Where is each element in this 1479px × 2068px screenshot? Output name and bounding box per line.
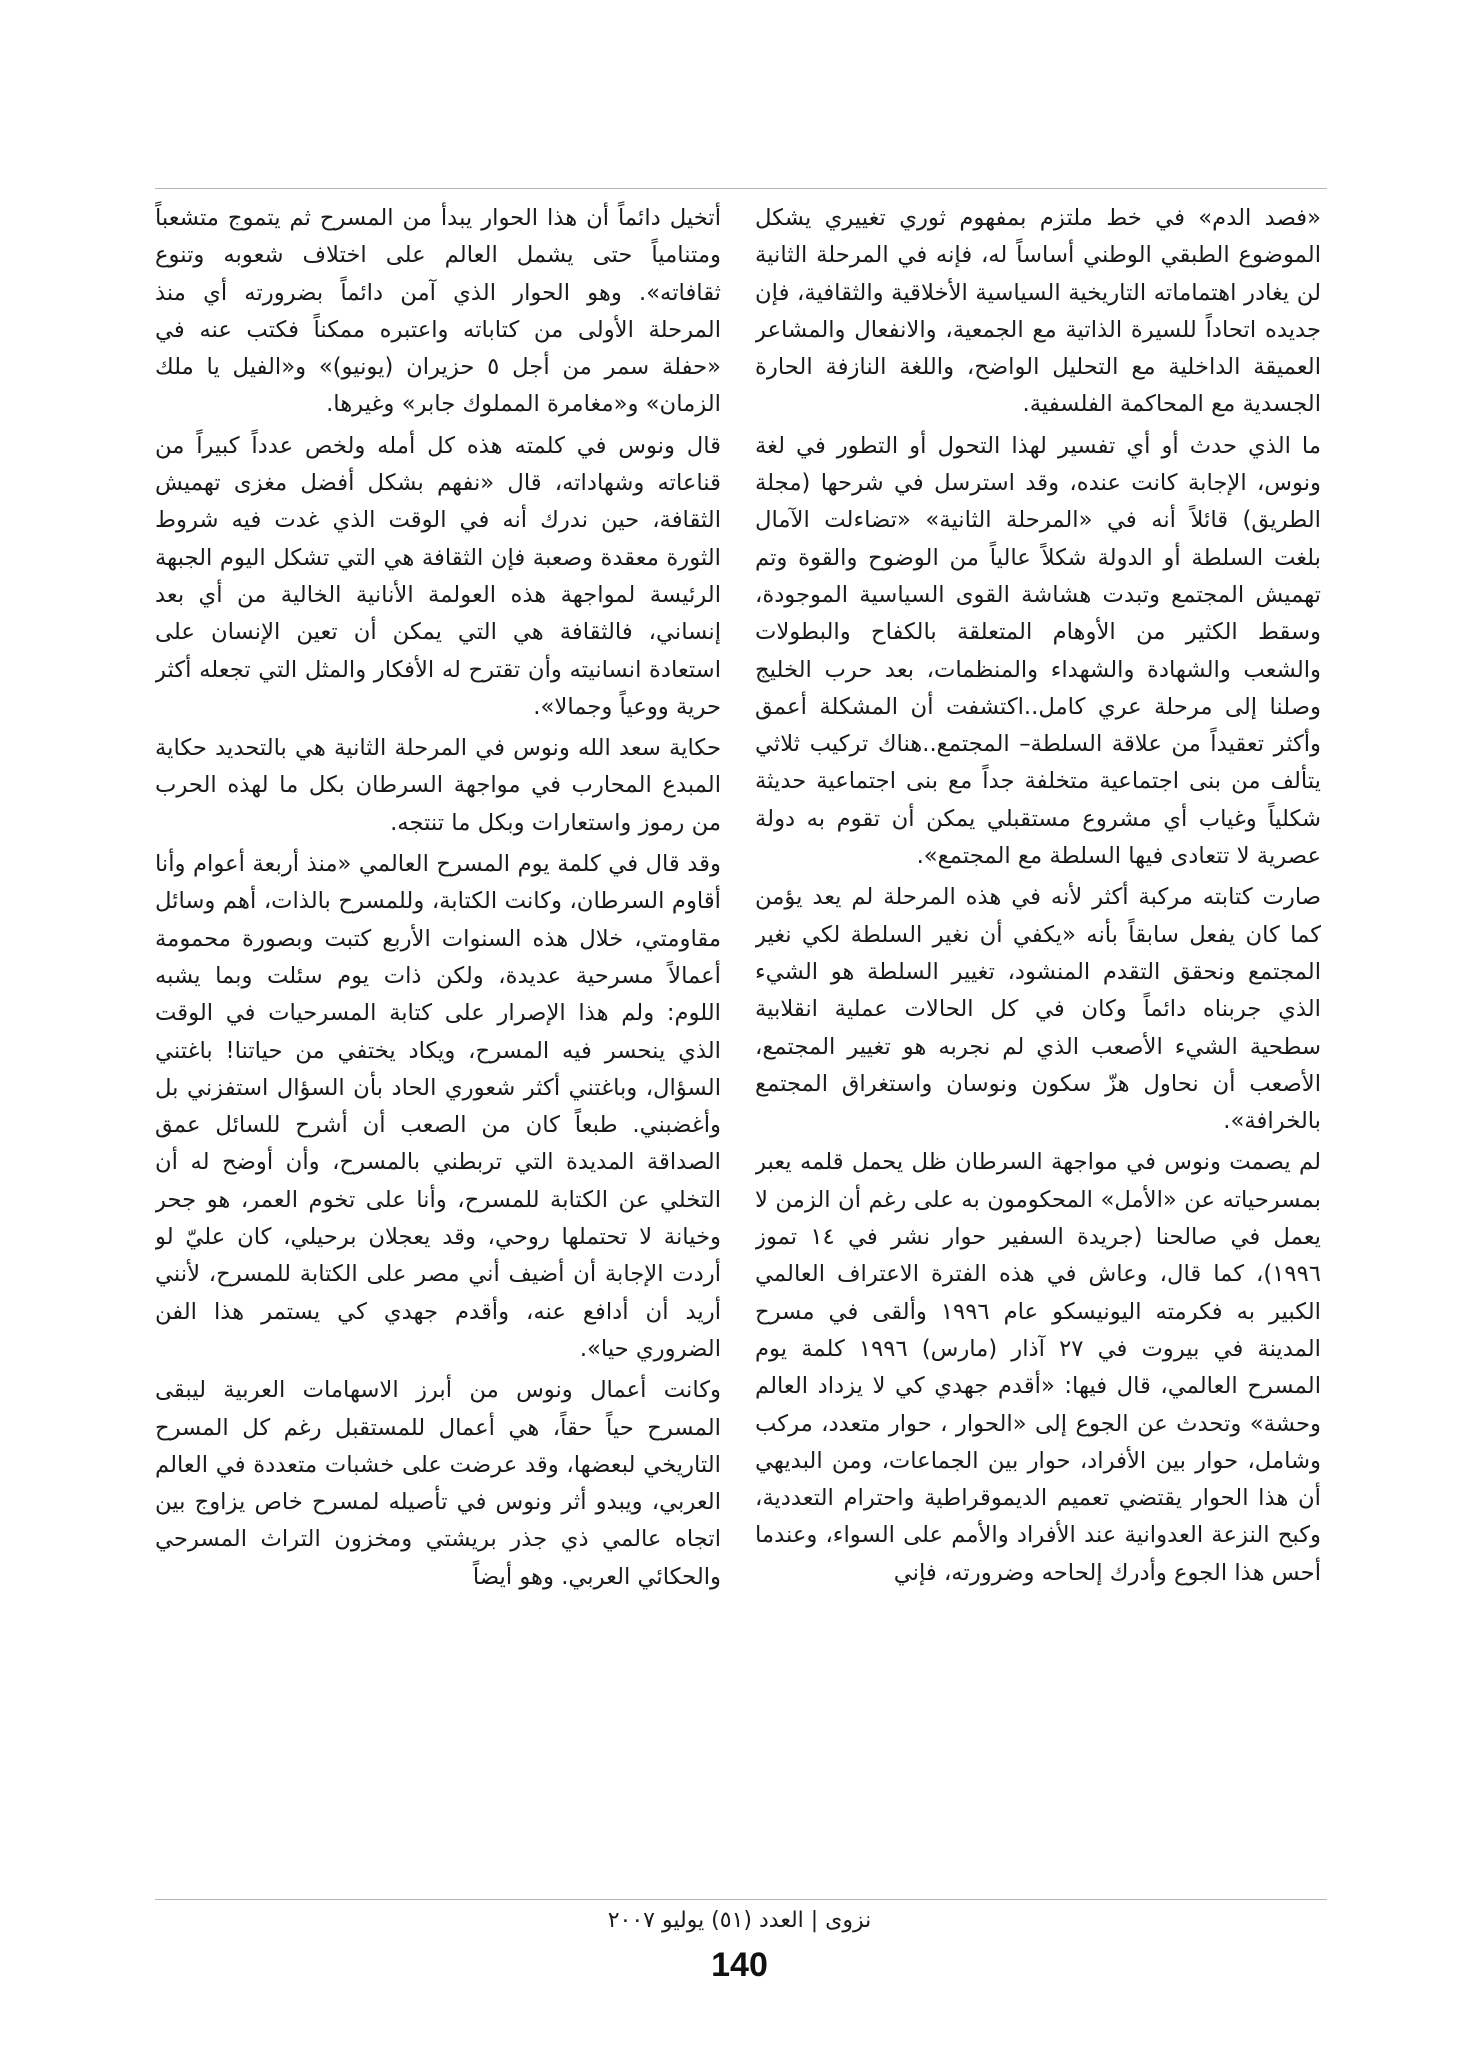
article-column-right	[755, 200, 1321, 1890]
paragraph: وقد قال في كلمة يوم المسرح العالمي «منذ أربعة أعوام وأنا أقاوم السرطان، وكانت الكتابة، وللمسرح بالذات، أهم وسائل مقاومتي، خلال هذه السنوات الأربع كتبت وبصورة محمومة أعمالاً مسرحية عديدة، ولكن ذات يوم سئلت وبما يشبه اللوم: ولم هذا الإصرار على كتابة المسرحيات في الوقت الذي ينحسر فيه المسرح، ويكاد يختفي من حياتنا! باغتني السؤال، وباغتني أكثر شعوري الحاد بأن السؤال استفزني بل وأغضبني. طبعاً كان من الصعب أن أشرح للسائل عمق الصداقة المديدة التي تربطني بالمسرح، وأن أوضح له أن التخلي عن الكتابة للمسرح، وأنا على تخوم العمر، هو جحر وخيانة لا تحتملها روحي، وقد يعجلان برحيلي، كان عليّ لو أردت الإجابة أن أضيف أني مصر على الكتابة للمسرح، لأنني أريد أن أدافع عنه، وأقدم جهدي كي يستمر هذا الفن الضروري حيا».	[155, 851, 721, 1362]
journal-issue-line: نزوى | العدد (٥١) يوليو ٢٠٠٧	[607, 1908, 872, 1933]
paragraph: «فصد الدم» في خط ملتزم بمفهوم ثوري تغييري يشكل الموضوع الطبقي الوطني أساساً له، فإنه في المرحلة الثانية لن يغادر اهتماماته التاريخية السياسية الأخلاقية والثقافية، فإن جديده اتحاداً للسيرة الذاتية مع الجمعية، والانفعال والمشاعر العميقة الداخلية مع التحليل الواضح، واللغة النازفة الحارة الجسدية مع المحاكمة الفلسفية.	[755, 205, 1321, 418]
paragraph: حكاية سعد الله ونوس في المرحلة الثانية هي بالتحديد حكاية المبدع المحارب في مواجهة السرطان بكل ما لهذه الحرب من رموز واستعارات وبكل ما تنتجه.	[155, 735, 721, 836]
paragraph: لم يصمت ونوس في مواجهة السرطان ظل يحمل قلمه يعبر بمسرحياته عن «الأمل» المحكومون به على رغم أن الزمن لا يعمل في صالحنا (جريدة السفير حوار نشر في ١٤ تموز ١٩٩٦)، كما قال، وعاش في هذه الفترة الاعتراف العالمي الكبير به فكرمته اليونيسكو عام ١٩٩٦ وألقى في مسرح المدينة في بيروت في ٢٧ آذار (مارس) ١٩٩٦ كلمة يوم المسرح العالمي، قال فيها: «أقدم جهدي كي لا يزداد العالم وحشة» وتحدث عن الجوع إلى «الحوار ، حوار متعدد، مركب وشامل، حوار بين الأفراد، حوار بين الجماعات، ومن البديهي أن هذا الحوار يقتضي تعميم الديموقراطية واحترام التعددية، وكبح النزعة العدوانية عند الأفراد والأمم على السواء، وعندما أحس هذا الجوع وأدرك إلحاحه وضرورته، فإني	[755, 1149, 1321, 1586]
article-column-left	[155, 200, 721, 1890]
top-divider	[155, 188, 1327, 189]
page-number: 140	[711, 1946, 768, 1984]
paragraph: قال ونوس في كلمته هذه كل أمله ولخص عدداً كبيراً من قناعاته وشهاداته، قال «نفهم بشكل أفضل مغزى تهميش الثقافة، حين ندرك أنه في الوقت الذي غدت فيه شروط الثورة معقدة وصعبة فإن الثقافة هي التي تشكل اليوم الجبهة الرئيسة لمواجهة هذه العولمة الأنانية الخالية من أي بعد إنساني، فالثقافة هي التي يمكن أن تعين الإنسان على استعادة انسانيته وأن تقترح له الأفكار والمثل التي تجعله أكثر حرية ووعياً وجمالا».	[155, 432, 721, 720]
paragraph: وكانت أعمال ونوس من أبرز الاسهامات العربية ليبقى المسرح حياً حقاً، هي أعمال للمستقبل رغم كل المسرح التاريخي لبعضها، وقد عرضت على خشبات متعددة في العالم العربي، ويبدو أثر ونوس في تأصيله لمسرح خاص يزاوج بين اتجاه عالمي ذي جذر بريشتي ومخزون التراث المسرحي والحكائي العربي. وهو أيضاً	[155, 1377, 721, 1590]
paragraph: أتخيل دائماً أن هذا الحوار يبدأ من المسرح ثم يتموج متشعباً ومتنامياً حتى يشمل العالم على اختلاف شعوبه وتنوع ثقافاته». وهو الحوار الذي آمن دائماً بضرورته أي منذ المرحلة الأولى من كتاباته واعتبره ممكناً فكتب عنه في «حفلة سمر من أجل ٥ حزيران (يونيو)» و«الفيل يا ملك الزمان» و«مغامرة المملوك جابر» وغيرها.	[155, 205, 721, 418]
paragraph: ما الذي حدث أو أي تفسير لهذا التحول أو التطور في لغة ونوس، الإجابة كانت عنده، وقد استرسل في شرحها (مجلة الطريق) قائلاً أنه في «المرحلة الثانية» «تضاءلت الآمال بلغت السلطة أو الدولة شكلاً عالياً من الوضوح والقوة وتم تهميش المجتمع وتبدت هشاشة القوى السياسية الموجودة، وسقط الكثير من الأوهام المتعلقة بالكفاح والبطولات والشعب والشهادة والشهداء والمنظمات، بعد حرب الخليج وصلنا إلى مرحلة عري كامل..اكتشفت أن المشكلة أعمق وأكثر تعقيداً من علاقة السلطة– المجتمع..هناك تركيب ثلاثي يتألف من بنى اجتماعية متخلفة جداً مع بنى اجتماعية حديثة شكلياً وغياب أي مشروع مستقبلي يمكن أن تقوم به دولة عصرية لا تتعادى فيها السلطة مع المجتمع».	[755, 432, 1321, 870]
paragraph: صارت كتابته مركبة أكثر لأنه في هذه المرحلة لم يعد يؤمن كما كان يفعل سابقاً بأنه «يكفي أن نغير السلطة لكي نغير المجتمع ونحقق التقدم المنشود، تغيير السلطة هو الشيء الذي جربناه دائماً وكان في كل الحالات عملية انقلابية سطحية الشيء الأصعب الذي لم نجربه هو تغيير المجتمع، الأصعب أن نحاول هزّ سكون ونوسان واستغراق المجتمع بالخرافة».	[755, 884, 1321, 1135]
bottom-divider	[155, 1899, 1327, 1900]
